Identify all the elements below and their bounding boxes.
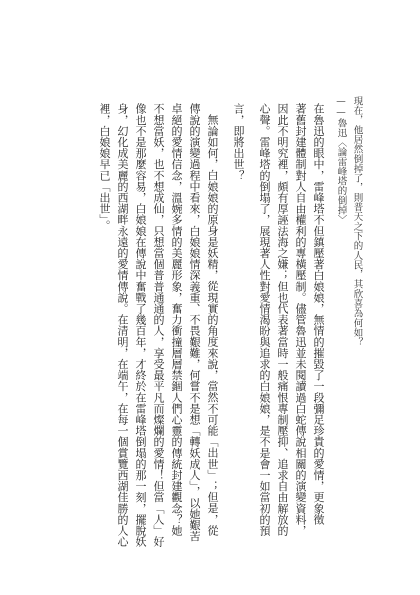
body-line: 著舊封建體制對人自由權利的專橫壓制。儘管魯迅並未閱讀過白蛇傳說相關的演變資料， [294, 103, 307, 536]
body-line: 無論如何，白娘娘的原身是妖精，從現實的角度來說，當然不可能「出世」；但是，從 [206, 114, 219, 536]
body-line: 身，幻化成美麗的西湖畔永遠的愛情傳說。在清明，在端午，在每一個賞覽西湖佳勝的人心 [116, 103, 129, 547]
body-line: 在魯迅的眼中，雷峰塔不但鎮壓著白娘娘，無情的摧毀了一段彌足珍貴的愛情，更象徵 [312, 103, 325, 525]
body-line: 裡，白娘娘早已「出世」。 [98, 103, 111, 231]
body-line: 心聲。雷峰塔的倒塌了，展現著人性對愛情渴盼與追求的白娘娘，是不是會一如當初的預 [258, 103, 271, 536]
epigraph-quote: 現在，他居然倒掉了，則普天之下的人民，其欣喜為何如？ [351, 96, 363, 347]
epigraph-attribution: ——魯迅〈論雷峰塔的倒掉〉 [335, 96, 347, 225]
body-line: 傳說的演變過程中看來，白娘娘情深義重、不畏艱難，何嘗不是想「轉妖成人」，以她艱苦 [188, 103, 201, 542]
body-line: 像也不是那麼容易，白娘娘在傳說中奮戰了幾百年，才終於在雷峰塔倒塌的那一刻，擺脫妖 [134, 103, 147, 547]
body-line: 言，即將出世？ [232, 103, 245, 181]
body-line: 因此不明究裡，頗有厚誣法海之嫌；但也代表著當時一般痛恨專制壓抑、追求自由解放的 [276, 103, 289, 536]
body-line: 不想當妖，也不想成仙，只想當個普普通通的人，享受最平凡而燦爛的愛情！但當「人」好 [152, 103, 165, 547]
body-line: 卓絕的愛情信念，溫婉多情的美麗形象，奮力衝撞層層禁錮人們心靈的傳統封建觀念？她 [170, 103, 183, 536]
